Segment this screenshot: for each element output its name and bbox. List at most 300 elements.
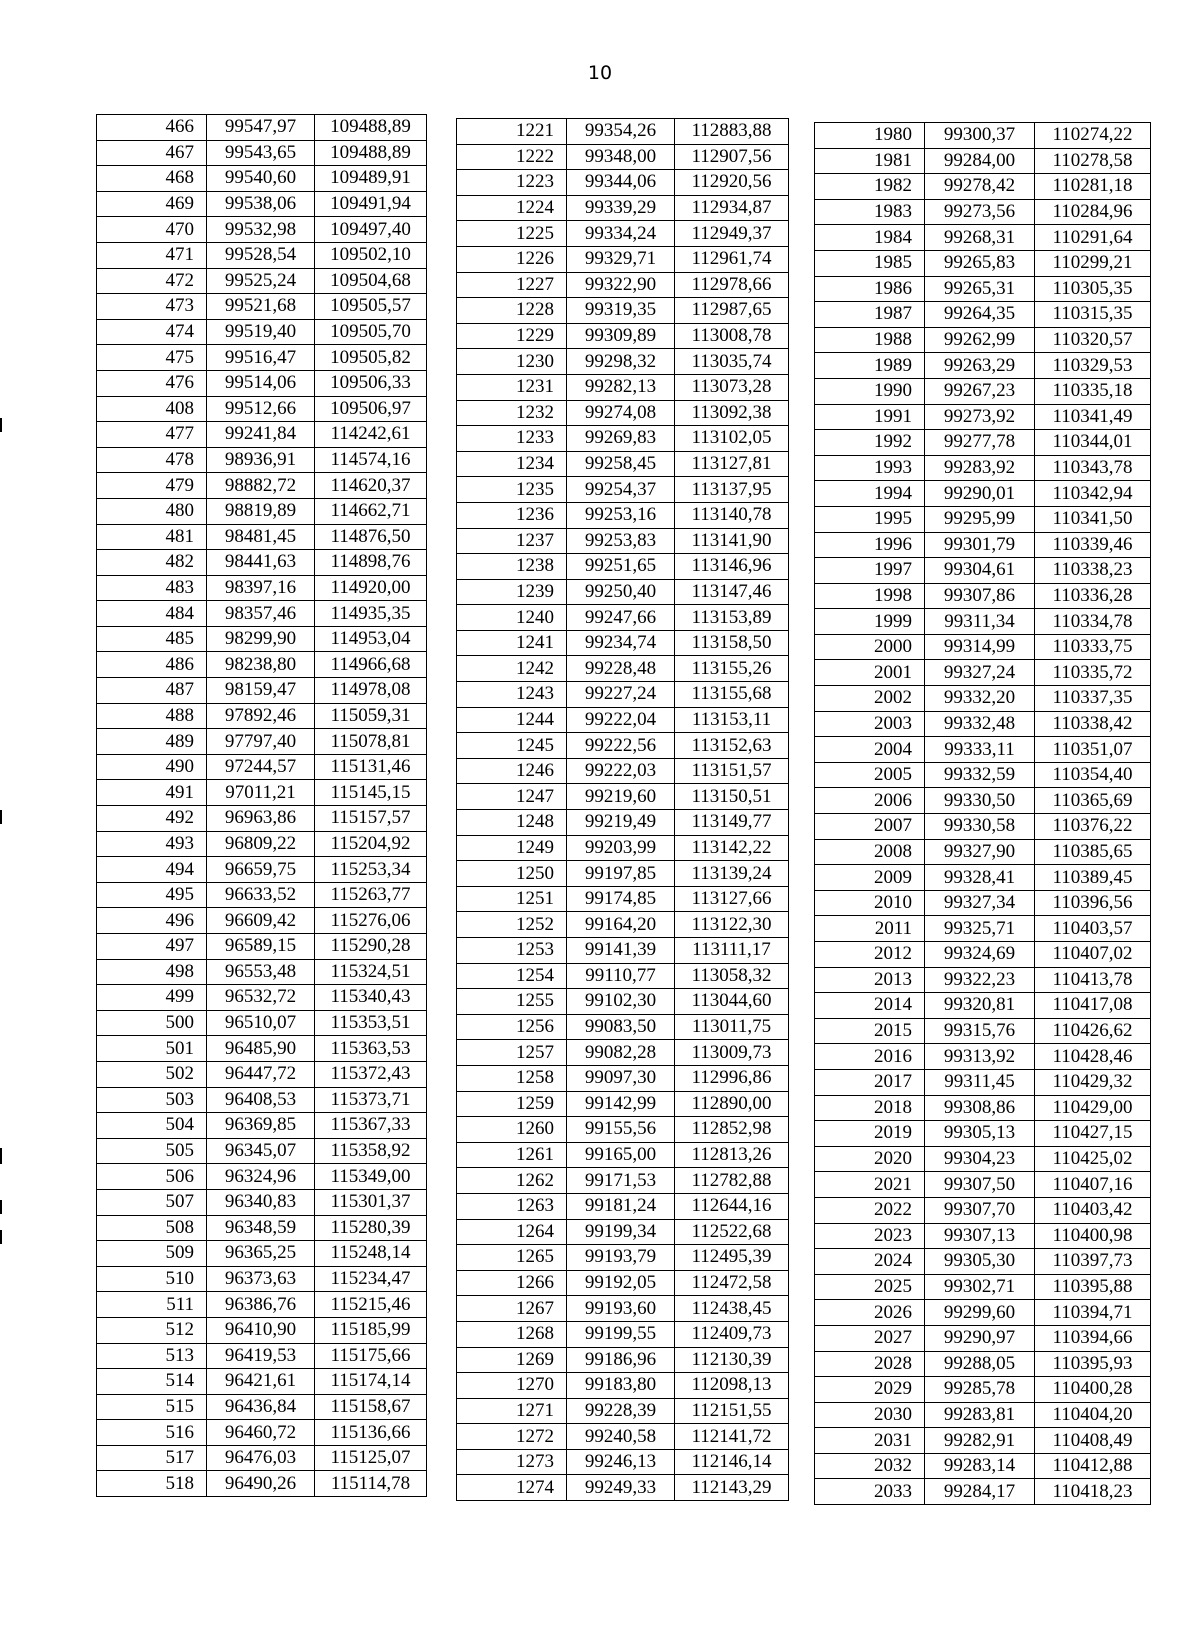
y-coordinate-cell: 110343,78 xyxy=(1035,455,1151,481)
x-coordinate-cell: 99219,49 xyxy=(567,810,675,836)
point-number-cell: 494 xyxy=(97,857,207,883)
x-coordinate-cell: 99253,16 xyxy=(567,502,675,528)
y-coordinate-cell: 110400,28 xyxy=(1035,1377,1151,1403)
y-coordinate-cell: 110341,50 xyxy=(1035,506,1151,532)
table-row xyxy=(457,528,789,554)
point-number-cell: 514 xyxy=(97,1369,207,1395)
x-coordinate-cell: 99307,70 xyxy=(925,1197,1035,1223)
table-row xyxy=(97,1445,427,1471)
y-coordinate-cell: 109488,89 xyxy=(315,140,427,166)
table-row xyxy=(457,1091,789,1117)
point-number-cell: 486 xyxy=(97,652,207,678)
point-number-cell: 1229 xyxy=(457,323,567,349)
x-coordinate-cell: 99199,34 xyxy=(567,1219,675,1245)
x-coordinate-cell: 98936,91 xyxy=(207,447,315,473)
x-coordinate-cell: 96348,59 xyxy=(207,1215,315,1241)
point-number-cell: 2002 xyxy=(815,686,925,712)
point-number-cell: 1242 xyxy=(457,656,567,682)
y-coordinate-cell: 113092,38 xyxy=(675,400,789,426)
point-number-cell: 2000 xyxy=(815,634,925,660)
table-row xyxy=(457,1321,789,1347)
point-number-cell: 517 xyxy=(97,1445,207,1471)
x-coordinate-cell: 99193,60 xyxy=(567,1296,675,1322)
table-row xyxy=(815,1146,1151,1172)
table-row xyxy=(815,1121,1151,1147)
point-number-cell: 2028 xyxy=(815,1351,925,1377)
y-coordinate-cell: 110281,18 xyxy=(1035,174,1151,200)
table-row xyxy=(97,780,427,806)
table-row xyxy=(97,524,427,550)
table-row xyxy=(97,191,427,217)
point-number-cell: 467 xyxy=(97,140,207,166)
x-coordinate-cell: 99254,37 xyxy=(567,477,675,503)
point-number-cell: 1227 xyxy=(457,272,567,298)
x-coordinate-cell: 99083,50 xyxy=(567,1014,675,1040)
table-row xyxy=(815,1172,1151,1198)
table-row xyxy=(97,831,427,857)
table-row xyxy=(457,989,789,1015)
x-coordinate-cell: 99283,92 xyxy=(925,455,1035,481)
point-number-cell: 1992 xyxy=(815,430,925,456)
y-coordinate-cell: 113139,24 xyxy=(675,861,789,887)
table-row xyxy=(815,1428,1151,1454)
y-coordinate-cell: 109488,89 xyxy=(315,115,427,141)
x-coordinate-cell: 99197,85 xyxy=(567,861,675,887)
x-coordinate-cell: 99219,60 xyxy=(567,784,675,810)
y-coordinate-cell: 110337,35 xyxy=(1035,686,1151,712)
x-coordinate-cell: 96345,07 xyxy=(207,1138,315,1164)
point-number-cell: 1997 xyxy=(815,558,925,584)
point-number-cell: 2014 xyxy=(815,993,925,1019)
y-coordinate-cell: 110376,22 xyxy=(1035,814,1151,840)
table-row xyxy=(457,323,789,349)
point-number-cell: 2016 xyxy=(815,1044,925,1070)
y-coordinate-cell: 110299,21 xyxy=(1035,250,1151,276)
table-row xyxy=(457,1424,789,1450)
table-row xyxy=(815,916,1151,942)
table-row xyxy=(97,985,427,1011)
point-number-cell: 2030 xyxy=(815,1402,925,1428)
x-coordinate-cell: 99283,81 xyxy=(925,1402,1035,1428)
table-row xyxy=(815,481,1151,507)
point-number-cell: 2013 xyxy=(815,967,925,993)
y-coordinate-cell: 115263,77 xyxy=(315,882,427,908)
point-number-cell: 516 xyxy=(97,1420,207,1446)
y-coordinate-cell: 114953,04 xyxy=(315,626,427,652)
point-number-cell: 466 xyxy=(97,115,207,141)
x-coordinate-cell: 99327,24 xyxy=(925,660,1035,686)
x-coordinate-cell: 99301,79 xyxy=(925,532,1035,558)
table-row xyxy=(97,370,427,396)
point-number-cell: 1270 xyxy=(457,1373,567,1399)
y-coordinate-cell: 115174,14 xyxy=(315,1369,427,1395)
x-coordinate-cell: 99328,41 xyxy=(925,865,1035,891)
y-coordinate-cell: 113147,46 xyxy=(675,579,789,605)
point-number-cell: 1267 xyxy=(457,1296,567,1322)
point-number-cell: 482 xyxy=(97,550,207,576)
table-row xyxy=(97,1471,427,1497)
x-coordinate-cell: 99300,37 xyxy=(925,123,1035,149)
table-row xyxy=(815,762,1151,788)
point-number-cell: 1223 xyxy=(457,170,567,196)
x-coordinate-cell: 99186,96 xyxy=(567,1347,675,1373)
y-coordinate-cell: 114966,68 xyxy=(315,652,427,678)
x-coordinate-cell: 99183,80 xyxy=(567,1373,675,1399)
table-row xyxy=(457,119,789,145)
y-coordinate-cell: 112852,98 xyxy=(675,1117,789,1143)
point-number-cell: 493 xyxy=(97,831,207,857)
x-coordinate-cell: 99258,45 xyxy=(567,451,675,477)
point-number-cell: 1226 xyxy=(457,246,567,272)
point-number-cell: 1996 xyxy=(815,532,925,558)
point-number-cell: 500 xyxy=(97,1010,207,1036)
point-number-cell: 1235 xyxy=(457,477,567,503)
y-coordinate-cell: 110338,42 xyxy=(1035,711,1151,737)
x-coordinate-cell: 96447,72 xyxy=(207,1061,315,1087)
y-coordinate-cell: 110400,98 xyxy=(1035,1223,1151,1249)
table-row xyxy=(457,784,789,810)
y-coordinate-cell: 110342,94 xyxy=(1035,481,1151,507)
x-coordinate-cell: 96609,42 xyxy=(207,908,315,934)
x-coordinate-cell: 99304,61 xyxy=(925,558,1035,584)
x-coordinate-cell: 96410,90 xyxy=(207,1317,315,1343)
table-row xyxy=(815,993,1151,1019)
point-number-cell: 471 xyxy=(97,242,207,268)
point-number-cell: 504 xyxy=(97,1113,207,1139)
y-coordinate-cell: 113127,81 xyxy=(675,451,789,477)
y-coordinate-cell: 114935,35 xyxy=(315,601,427,627)
table-row xyxy=(457,374,789,400)
x-coordinate-cell: 99240,58 xyxy=(567,1424,675,1450)
table-row xyxy=(97,1241,427,1267)
point-number-cell: 1274 xyxy=(457,1475,567,1501)
x-coordinate-cell: 99290,01 xyxy=(925,481,1035,507)
point-number-cell: 487 xyxy=(97,678,207,704)
y-coordinate-cell: 113008,78 xyxy=(675,323,789,349)
x-coordinate-cell: 99199,55 xyxy=(567,1321,675,1347)
y-coordinate-cell: 110395,88 xyxy=(1035,1274,1151,1300)
y-coordinate-cell: 112978,66 xyxy=(675,272,789,298)
y-coordinate-cell: 110385,65 xyxy=(1035,839,1151,865)
point-number-cell: 2021 xyxy=(815,1172,925,1198)
point-number-cell: 1222 xyxy=(457,144,567,170)
y-coordinate-cell: 110351,07 xyxy=(1035,737,1151,763)
y-coordinate-cell: 115324,51 xyxy=(315,959,427,985)
table-row xyxy=(97,319,427,345)
x-coordinate-cell: 96365,25 xyxy=(207,1241,315,1267)
table-row xyxy=(815,1044,1151,1070)
table-row xyxy=(97,1266,427,1292)
x-coordinate-cell: 99290,97 xyxy=(925,1325,1035,1351)
table-row xyxy=(815,686,1151,712)
table-row xyxy=(815,1249,1151,1275)
table-row xyxy=(97,652,427,678)
point-number-cell: 2031 xyxy=(815,1428,925,1454)
table-row xyxy=(457,1193,789,1219)
y-coordinate-cell: 114574,16 xyxy=(315,447,427,473)
point-number-cell: 1261 xyxy=(457,1142,567,1168)
x-coordinate-cell: 99332,59 xyxy=(925,762,1035,788)
y-coordinate-cell: 112146,14 xyxy=(675,1449,789,1475)
x-coordinate-cell: 99141,39 xyxy=(567,938,675,964)
x-coordinate-cell: 99228,39 xyxy=(567,1398,675,1424)
table-row xyxy=(815,1377,1151,1403)
table-row xyxy=(97,447,427,473)
point-number-cell: 2011 xyxy=(815,916,925,942)
y-coordinate-cell: 115363,53 xyxy=(315,1036,427,1062)
x-coordinate-cell: 96809,22 xyxy=(207,831,315,857)
point-number-cell: 510 xyxy=(97,1266,207,1292)
table-row xyxy=(815,148,1151,174)
table-row xyxy=(815,302,1151,328)
point-number-cell: 1255 xyxy=(457,989,567,1015)
x-coordinate-cell: 99309,89 xyxy=(567,323,675,349)
x-coordinate-cell: 99313,92 xyxy=(925,1044,1035,1070)
scan-edge-mark xyxy=(0,810,2,824)
y-coordinate-cell: 113153,89 xyxy=(675,605,789,631)
x-coordinate-cell: 99315,76 xyxy=(925,1018,1035,1044)
x-coordinate-cell: 99273,92 xyxy=(925,404,1035,430)
table-row xyxy=(815,1453,1151,1479)
y-coordinate-cell: 110389,45 xyxy=(1035,865,1151,891)
point-number-cell: 2033 xyxy=(815,1479,925,1505)
y-coordinate-cell: 112920,56 xyxy=(675,170,789,196)
x-coordinate-cell: 99327,34 xyxy=(925,890,1035,916)
y-coordinate-cell: 113142,22 xyxy=(675,835,789,861)
y-coordinate-cell: 110365,69 xyxy=(1035,788,1151,814)
table-row xyxy=(815,1325,1151,1351)
y-coordinate-cell: 109506,33 xyxy=(315,370,427,396)
table-row xyxy=(457,579,789,605)
x-coordinate-cell: 99334,24 xyxy=(567,221,675,247)
x-coordinate-cell: 99253,83 xyxy=(567,528,675,554)
table-row xyxy=(97,1061,427,1087)
y-coordinate-cell: 113146,96 xyxy=(675,554,789,580)
point-number-cell: 1240 xyxy=(457,605,567,631)
y-coordinate-cell: 114620,37 xyxy=(315,473,427,499)
point-number-cell: 1990 xyxy=(815,378,925,404)
y-coordinate-cell: 110333,75 xyxy=(1035,634,1151,660)
point-number-cell: 470 xyxy=(97,217,207,243)
point-number-cell: 506 xyxy=(97,1164,207,1190)
x-coordinate-cell: 99269,83 xyxy=(567,426,675,452)
table-row xyxy=(815,609,1151,635)
y-coordinate-cell: 113158,50 xyxy=(675,630,789,656)
x-coordinate-cell: 99307,86 xyxy=(925,583,1035,609)
y-coordinate-cell: 110418,23 xyxy=(1035,1479,1151,1505)
table-row xyxy=(97,1036,427,1062)
table-row xyxy=(97,1138,427,1164)
x-coordinate-cell: 98441,63 xyxy=(207,550,315,576)
y-coordinate-cell: 112949,37 xyxy=(675,221,789,247)
point-number-cell: 1983 xyxy=(815,199,925,225)
point-number-cell: 1252 xyxy=(457,912,567,938)
table-row xyxy=(815,532,1151,558)
y-coordinate-cell: 110394,66 xyxy=(1035,1325,1151,1351)
y-coordinate-cell: 115158,67 xyxy=(315,1394,427,1420)
point-number-cell: 1257 xyxy=(457,1040,567,1066)
point-number-cell: 468 xyxy=(97,166,207,192)
scan-edge-mark xyxy=(0,1148,2,1164)
x-coordinate-cell: 96369,85 xyxy=(207,1113,315,1139)
x-coordinate-cell: 99325,71 xyxy=(925,916,1035,942)
table-row xyxy=(97,678,427,704)
y-coordinate-cell: 110336,28 xyxy=(1035,583,1151,609)
y-coordinate-cell: 112934,87 xyxy=(675,195,789,221)
point-number-cell: 512 xyxy=(97,1317,207,1343)
y-coordinate-cell: 112151,55 xyxy=(675,1398,789,1424)
x-coordinate-cell: 99516,47 xyxy=(207,345,315,371)
point-number-cell: 2017 xyxy=(815,1069,925,1095)
y-coordinate-cell: 112141,72 xyxy=(675,1424,789,1450)
y-coordinate-cell: 110305,35 xyxy=(1035,276,1151,302)
point-number-cell: 2019 xyxy=(815,1121,925,1147)
y-coordinate-cell: 110428,46 xyxy=(1035,1044,1151,1070)
y-coordinate-cell: 115276,06 xyxy=(315,908,427,934)
x-coordinate-cell: 99330,58 xyxy=(925,814,1035,840)
point-number-cell: 501 xyxy=(97,1036,207,1062)
point-number-cell: 473 xyxy=(97,294,207,320)
table-row xyxy=(457,170,789,196)
point-number-cell: 498 xyxy=(97,959,207,985)
x-coordinate-cell: 96659,75 xyxy=(207,857,315,883)
y-coordinate-cell: 110344,01 xyxy=(1035,430,1151,456)
point-number-cell: 1982 xyxy=(815,174,925,200)
x-coordinate-cell: 98238,80 xyxy=(207,652,315,678)
point-number-cell: 2029 xyxy=(815,1377,925,1403)
point-number-cell: 2020 xyxy=(815,1146,925,1172)
x-coordinate-cell: 99329,71 xyxy=(567,246,675,272)
y-coordinate-cell: 109489,91 xyxy=(315,166,427,192)
table-row xyxy=(457,1040,789,1066)
table-row xyxy=(97,242,427,268)
point-number-cell: 1236 xyxy=(457,502,567,528)
x-coordinate-cell: 99528,54 xyxy=(207,242,315,268)
point-number-cell: 489 xyxy=(97,729,207,755)
point-number-cell: 1986 xyxy=(815,276,925,302)
y-coordinate-cell: 110338,23 xyxy=(1035,558,1151,584)
x-coordinate-cell: 99274,08 xyxy=(567,400,675,426)
x-coordinate-cell: 96340,83 xyxy=(207,1189,315,1215)
point-number-cell: 502 xyxy=(97,1061,207,1087)
table-row xyxy=(97,1343,427,1369)
x-coordinate-cell: 99283,14 xyxy=(925,1453,1035,1479)
point-number-cell: 1246 xyxy=(457,758,567,784)
y-coordinate-cell: 110278,58 xyxy=(1035,148,1151,174)
y-coordinate-cell: 109506,97 xyxy=(315,396,427,422)
x-coordinate-cell: 99251,65 xyxy=(567,554,675,580)
point-number-cell: 479 xyxy=(97,473,207,499)
y-coordinate-cell: 112961,74 xyxy=(675,246,789,272)
point-number-cell: 1987 xyxy=(815,302,925,328)
table-row xyxy=(97,754,427,780)
point-number-cell: 1249 xyxy=(457,835,567,861)
y-coordinate-cell: 113111,17 xyxy=(675,938,789,964)
table-row xyxy=(97,550,427,576)
point-number-cell: 408 xyxy=(97,396,207,422)
table-row xyxy=(457,451,789,477)
x-coordinate-cell: 99288,05 xyxy=(925,1351,1035,1377)
table-row xyxy=(97,857,427,883)
y-coordinate-cell: 110425,02 xyxy=(1035,1146,1151,1172)
point-number-cell: 2004 xyxy=(815,737,925,763)
table-row xyxy=(97,806,427,832)
coordinate-table-1 xyxy=(96,114,427,1497)
point-number-cell: 477 xyxy=(97,422,207,448)
point-number-cell: 1237 xyxy=(457,528,567,554)
y-coordinate-cell: 112472,58 xyxy=(675,1270,789,1296)
point-number-cell: 1989 xyxy=(815,353,925,379)
table-row xyxy=(97,1369,427,1395)
point-number-cell: 1980 xyxy=(815,123,925,149)
y-coordinate-cell: 110335,18 xyxy=(1035,378,1151,404)
table-row xyxy=(457,963,789,989)
point-number-cell: 1988 xyxy=(815,327,925,353)
point-number-cell: 1245 xyxy=(457,733,567,759)
table-row xyxy=(815,1351,1151,1377)
y-coordinate-cell: 114920,00 xyxy=(315,575,427,601)
x-coordinate-cell: 99307,13 xyxy=(925,1223,1035,1249)
point-number-cell: 1272 xyxy=(457,1424,567,1450)
x-coordinate-cell: 99247,66 xyxy=(567,605,675,631)
x-coordinate-cell: 99311,34 xyxy=(925,609,1035,635)
table-row xyxy=(97,268,427,294)
point-number-cell: 2032 xyxy=(815,1453,925,1479)
y-coordinate-cell: 110403,42 xyxy=(1035,1197,1151,1223)
x-coordinate-cell: 99547,97 xyxy=(207,115,315,141)
table-row xyxy=(97,626,427,652)
x-coordinate-cell: 99284,17 xyxy=(925,1479,1035,1505)
table-row xyxy=(457,1245,789,1271)
y-coordinate-cell: 109505,70 xyxy=(315,319,427,345)
table-row xyxy=(97,575,427,601)
table-row xyxy=(815,225,1151,251)
y-coordinate-cell: 113150,51 xyxy=(675,784,789,810)
y-coordinate-cell: 110413,78 xyxy=(1035,967,1151,993)
point-number-cell: 481 xyxy=(97,524,207,550)
table-row xyxy=(457,400,789,426)
y-coordinate-cell: 112987,65 xyxy=(675,298,789,324)
table-row xyxy=(815,1300,1151,1326)
point-number-cell: 1254 xyxy=(457,963,567,989)
x-coordinate-cell: 99538,06 xyxy=(207,191,315,217)
y-coordinate-cell: 115131,46 xyxy=(315,754,427,780)
point-number-cell: 478 xyxy=(97,447,207,473)
table-row xyxy=(457,630,789,656)
point-number-cell: 1994 xyxy=(815,481,925,507)
table-row xyxy=(97,1394,427,1420)
point-number-cell: 1991 xyxy=(815,404,925,430)
y-coordinate-cell: 115234,47 xyxy=(315,1266,427,1292)
point-number-cell: 1248 xyxy=(457,810,567,836)
y-coordinate-cell: 114898,76 xyxy=(315,550,427,576)
table-row xyxy=(815,378,1151,404)
point-number-cell: 499 xyxy=(97,985,207,1011)
y-coordinate-cell: 110397,73 xyxy=(1035,1249,1151,1275)
y-coordinate-cell: 112522,68 xyxy=(675,1219,789,1245)
point-number-cell: 1264 xyxy=(457,1219,567,1245)
table-row xyxy=(457,810,789,836)
point-number-cell: 2022 xyxy=(815,1197,925,1223)
y-coordinate-cell: 112143,29 xyxy=(675,1475,789,1501)
point-number-cell: 483 xyxy=(97,575,207,601)
x-coordinate-cell: 96460,72 xyxy=(207,1420,315,1446)
table-row xyxy=(815,839,1151,865)
x-coordinate-cell: 99344,06 xyxy=(567,170,675,196)
x-coordinate-cell: 99327,90 xyxy=(925,839,1035,865)
point-number-cell: 2015 xyxy=(815,1018,925,1044)
table-row xyxy=(457,656,789,682)
